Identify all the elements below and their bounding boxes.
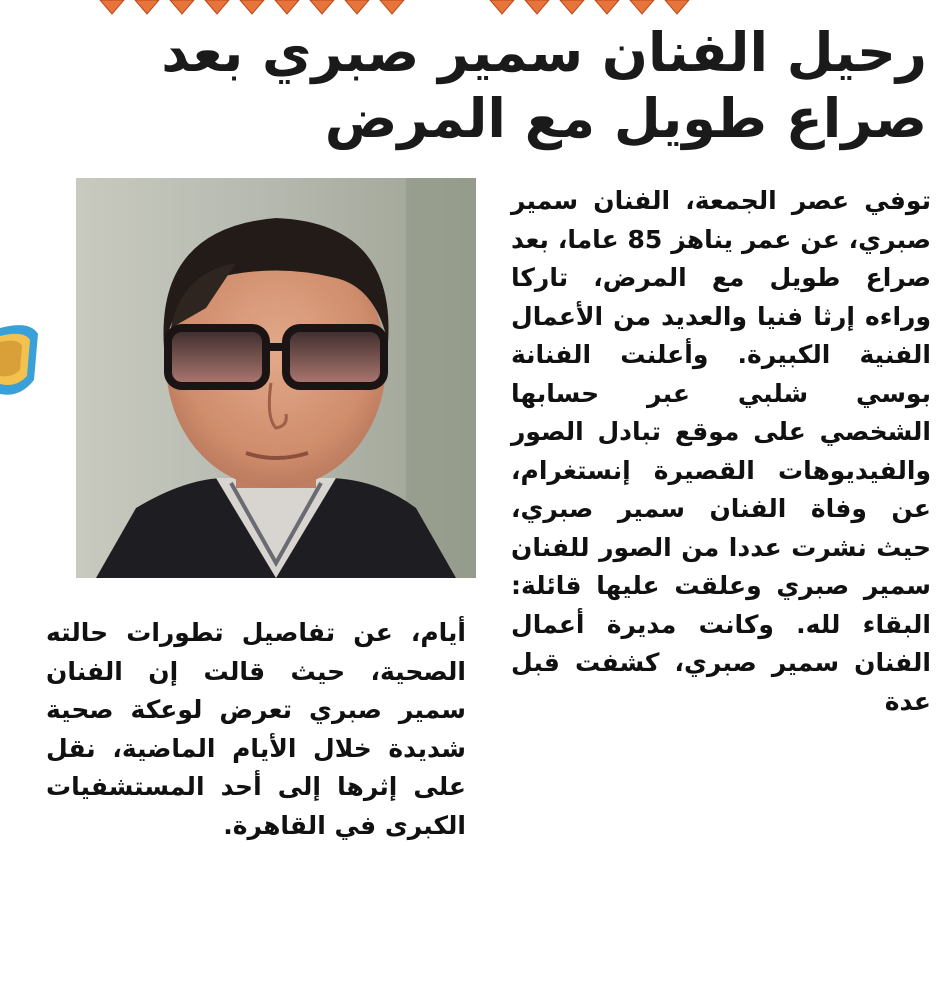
top-ornament-band xyxy=(0,0,941,18)
article-body-right-column: توفي عصر الجمعة، الفنان سمير صبري، عن عمر يناهز 85 عاما، بعد صراع طويل مع المرض، تاركا وراءه إرثا فنيا والعديد من الأعمال الفنية الكبيرة. وأعلنت الفنانة بوسي شلبي عبر حسابها الشخصي على موقع تبادل الصور والفيديوهات القصيرة إنستغرام، عن وفاة الفنان سمير صبري، حيث نشرت عددا من الصور للفنان سمير صبري وعلقت عليها قائلة: البقاء لله. وكانت مديرة أعمال الفنان سمير صبري، كشفت قبل عدة xyxy=(511,186,931,716)
portrait-photo xyxy=(76,178,476,578)
left-ornament-icon xyxy=(0,320,42,400)
article-body-left-column: أيام، عن تفاصيل تطورات حالته الصحية، حيث قالت إن الفنان سمير صبري تعرض لوعكة صحية شديدة خلال الأيام الماضية، نقل على إثرها إلى أحد المستشفيات الكبرى في القاهرة. xyxy=(46,618,466,840)
headline: رحيل الفنان سمير صبري بعد صراع طويل مع المرض xyxy=(161,21,927,150)
